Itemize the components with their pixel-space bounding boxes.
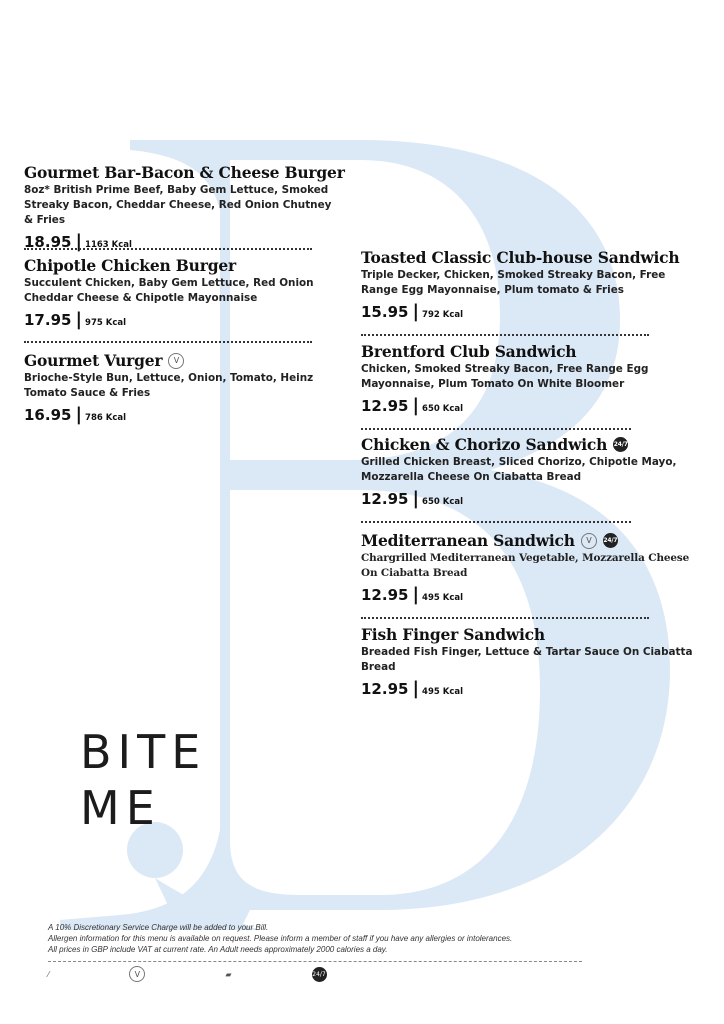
footer-notes: [48, 922, 588, 982]
item-kcal: 495 Kcal: [422, 687, 464, 697]
menu-item-brentford-club-sandwich: Brentford Club Sandwich Chicken, Smoked Streaky Bacon, Free Range Egg Mayonnaise, Plum Tomato On White Bloomer 12.95 | 650 Kcal: [361, 342, 691, 416]
item-description: Succulent Chicken, Baby Gem Lettuce, Red Onion Cheddar Cheese & Chipotle Mayonnaise: [24, 277, 314, 304]
footer-divider: [48, 961, 582, 962]
item-price: 12.95: [361, 680, 409, 698]
service-charge-note: A 10% Discretionary Service Charge will be added to your Bill.: [48, 923, 269, 932]
legend-row: [48, 966, 588, 982]
vegetarian-icon: V: [168, 353, 184, 369]
item-kcal: 975 Kcal: [85, 318, 127, 328]
dotted-divider: [24, 248, 312, 250]
item-price: 12.95: [361, 586, 409, 604]
dotted-divider: [361, 334, 649, 336]
menu-item-mediterranean-sandwich: Mediterranean Sandwich V 24/7 Chargrilled Mediterranean Vegetable, Mozzarella Cheese On Ciabatta Bread 12.95 | 495 Kcal: [361, 531, 690, 605]
brand-line-1: BITE: [80, 725, 207, 779]
item-title: Gourmet Bar-Bacon & Cheese Burger: [24, 163, 345, 182]
all-day-icon: 24/7: [603, 533, 618, 548]
vegetarian-icon: V: [581, 533, 597, 549]
item-description: Brioche-Style Bun, Lettuce, Onion, Tomato, Heinz Tomato Sauce & Fries: [24, 372, 314, 399]
brand-logo: [80, 724, 206, 836]
item-price: 15.95: [361, 303, 409, 321]
item-kcal: 650 Kcal: [422, 497, 464, 507]
menu-item-chicken-chorizo-sandwich: Chicken & Chorizo Sandwich 24/7 Grilled Chicken Breast, Sliced Chorizo, Chipotle Mayo, Mozzarella Cheese On Ciabatta Bread 12.95 | 650 Kcal: [361, 435, 691, 509]
menu-item-gourmet-vurger: Gourmet Vurger V Brioche-Style Bun, Lettuce, Onion, Tomato, Heinz Tomato Sauce & Fries 16.95 | 786 Kcal: [24, 351, 344, 425]
item-description: Grilled Chicken Breast, Sliced Chorizo, Chipotle Mayo, Mozzarella Cheese On Ciabatta Bread: [361, 456, 677, 483]
item-description: 8oz* British Prime Beef, Baby Gem Lettuce, Smoked Streaky Bacon, Cheddar Cheese, Red Onion Chutney & Fries: [24, 184, 332, 226]
dotted-divider: [24, 341, 312, 343]
item-title: Fish Finger Sandwich: [361, 625, 545, 644]
brand-line-2: ME: [80, 781, 161, 835]
menu-item-toasted-club-sandwich: Toasted Classic Club-house Sandwich Triple Decker, Chicken, Smoked Streaky Bacon, Free Range Egg Mayonnaise, Plum tomato & Fries 15.95 | 792 Kcal: [361, 248, 691, 322]
vat-note: All prices in GBP include VAT at current rate. An Adult needs approximately 2000 calories a day.: [48, 945, 388, 954]
item-price: 18.95: [24, 233, 72, 251]
allergen-note: Allergen information for this menu is available on request. Please inform a member of staff if you have any allergies or intolerances.: [48, 934, 513, 943]
item-title: Gourmet Vurger: [24, 351, 163, 370]
item-price: 17.95: [24, 311, 72, 329]
item-description: Chargrilled Mediterranean Vegetable, Mozzarella Cheese On Ciabatta Bread: [361, 552, 690, 579]
legend-sharing-icon: ▰: [225, 969, 232, 979]
item-description: Triple Decker, Chicken, Smoked Streaky Bacon, Free Range Egg Mayonnaise, Plum tomato & Fries: [361, 269, 666, 296]
item-price: 16.95: [24, 406, 72, 424]
item-price: 12.95: [361, 397, 409, 415]
all-day-icon: 24/7: [613, 437, 628, 452]
legend-vegetarian-icon: V: [129, 966, 145, 982]
item-kcal: 786 Kcal: [85, 413, 127, 423]
item-kcal: 495 Kcal: [422, 593, 464, 603]
item-title: Chipotle Chicken Burger: [24, 256, 236, 275]
legend-vegan-icon: ⁄: [48, 969, 50, 979]
item-title: Brentford Club Sandwich: [361, 342, 577, 361]
item-description: Chicken, Smoked Streaky Bacon, Free Range Egg Mayonnaise, Plum Tomato On White Bloomer: [361, 363, 649, 390]
item-kcal: 1163 Kcal: [85, 240, 132, 250]
menu-item-fish-finger-sandwich: Fish Finger Sandwich Breaded Fish Finger, Lettuce & Tartar Sauce On Ciabatta Bread 12.95 | 495 Kcal: [361, 625, 701, 699]
item-title: Chicken & Chorizo Sandwich: [361, 435, 608, 454]
item-title: Mediterranean Sandwich: [361, 531, 575, 550]
item-title: Toasted Classic Club-house Sandwich: [361, 248, 680, 267]
dotted-divider: [361, 428, 631, 430]
item-description: Breaded Fish Finger, Lettuce & Tartar Sauce On Ciabatta Bread: [361, 646, 693, 673]
legend-all-day-icon: 24/7: [312, 967, 327, 982]
item-kcal: 792 Kcal: [422, 310, 464, 320]
menu-item-chipotle-chicken-burger: Chipotle Chicken Burger Succulent Chicken, Baby Gem Lettuce, Red Onion Cheddar Cheese & Chipotle Mayonnaise 17.95 | 975 Kcal: [24, 256, 344, 330]
item-kcal: 650 Kcal: [422, 404, 464, 414]
dotted-divider: [361, 617, 649, 619]
menu-item-gourmet-bar-burger: Gourmet Bar-Bacon & Cheese Burger 8oz* British Prime Beef, Baby Gem Lettuce, Smoked Streaky Bacon, Cheddar Cheese, Red Onion Chutney & Fries 18.95 | 1163 Kcal: [24, 163, 345, 252]
dotted-divider: [361, 521, 631, 523]
item-price: 12.95: [361, 490, 409, 508]
